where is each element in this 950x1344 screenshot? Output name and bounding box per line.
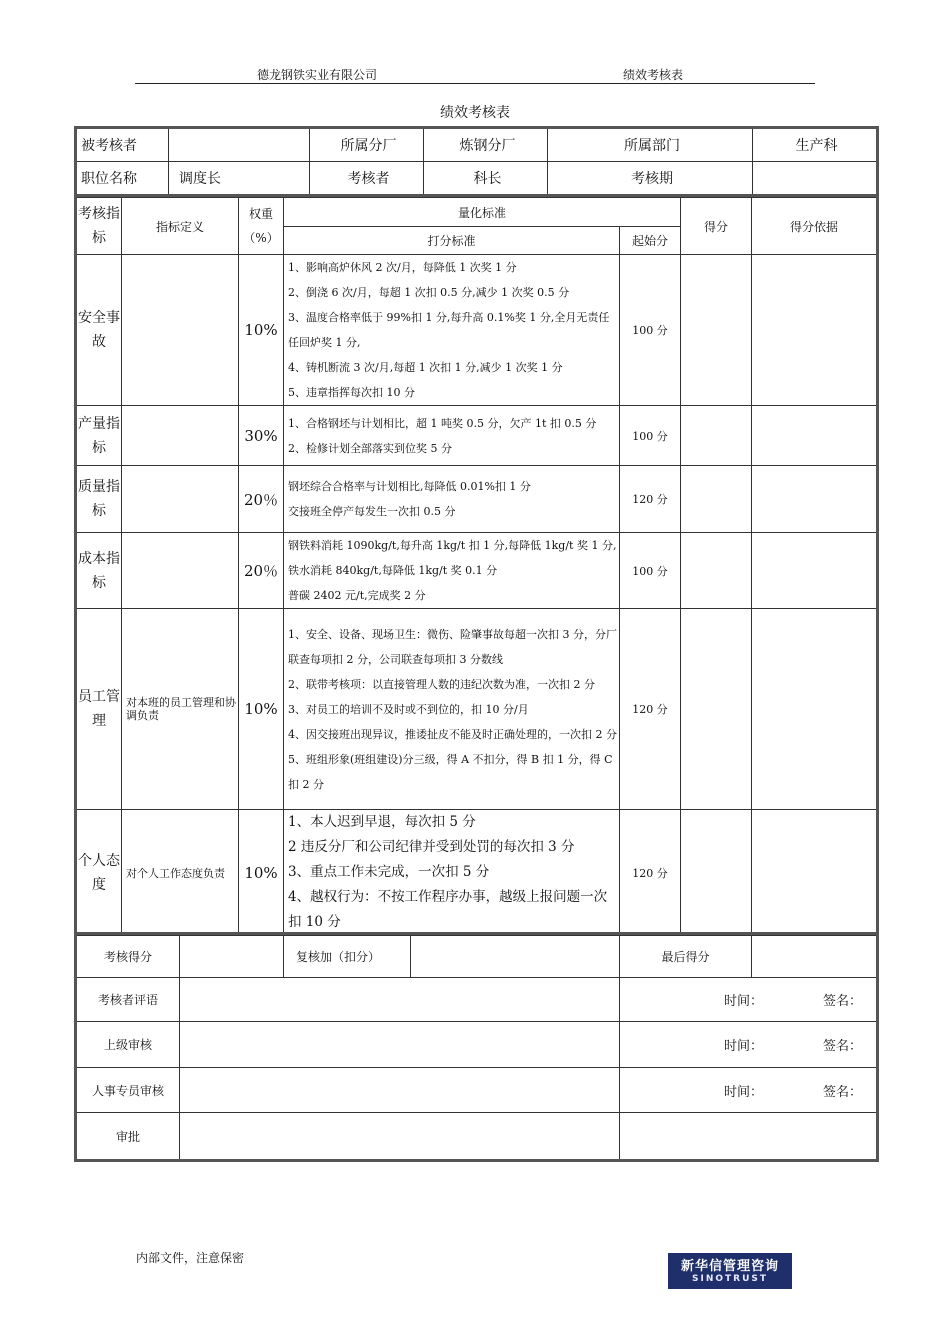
basis-cell[interactable]	[752, 255, 878, 406]
score-cell[interactable]	[681, 466, 752, 533]
indicator-weight: 30%	[239, 406, 284, 466]
table-row	[76, 810, 878, 936]
indicator-name: 质量指标	[76, 466, 122, 533]
branch-label: 所属分厂	[310, 128, 424, 162]
logo-cn: 新华信管理咨询	[680, 1259, 779, 1274]
branch-value[interactable]: 炼钢分厂	[424, 128, 548, 162]
criteria-line: 2 违反分厂和公司纪律并受到处罚的每次扣 3 分	[288, 839, 575, 855]
basis-cell[interactable]	[752, 466, 878, 533]
col-quant: 量化标准	[284, 198, 681, 227]
sign-label: 签名：	[822, 1039, 862, 1054]
indicator-definition	[122, 406, 239, 466]
base-score: 100 分	[620, 255, 681, 406]
criteria-line: 1、本人迟到早退，每次扣 5 分	[288, 814, 476, 830]
criteria-line: 交接班全停产每发生一次扣 0.5 分	[288, 505, 456, 518]
scoring-criteria	[284, 406, 620, 466]
final-label: 最后得分	[620, 934, 752, 978]
sign-label: 签名：	[822, 1084, 862, 1100]
col-basis: 得分依据	[752, 198, 878, 255]
criteria-line: 2、联带考核项：以直接管理人数的违纪次数为准，一次扣 2 分	[288, 677, 595, 691]
col-definition: 指标定义	[122, 198, 239, 255]
base-score: 120 分	[620, 810, 681, 936]
score-cell[interactable]	[681, 533, 752, 609]
logo-en: SINOTRUST	[691, 1274, 768, 1284]
kpi-table	[74, 197, 879, 936]
col-base: 起始分	[620, 227, 681, 255]
assessee-label: 被考核者	[76, 128, 169, 162]
criteria-line: 钢坯综合合格率与计划相比,每降低 0.01%扣 1 分	[288, 480, 531, 493]
criteria-line: 3、温度合格率低于 99%扣 1 分,每升高 0.1%奖 1 分,全月无责任任回炉奖 1 分,	[288, 311, 610, 349]
basis-cell[interactable]	[752, 406, 878, 466]
time-sign[interactable]	[620, 978, 878, 1022]
sign-label: 签名：	[822, 994, 862, 1009]
assessor-label: 考核者	[310, 162, 424, 196]
criteria-line: 4、因交接班出现异议，推诿扯皮不能及时正确处理的，一次扣 2 分	[288, 727, 617, 741]
approval-label: 考核者评语	[76, 978, 180, 1022]
indicator-definition	[122, 466, 239, 533]
criteria-line: 5、班组形象(班组建设)分三级，得 A 不扣分，得 B 扣 1 分，得 C 扣 2 分	[288, 752, 613, 791]
base-score: 120 分	[620, 466, 681, 533]
review-value[interactable]	[411, 934, 620, 978]
approval-table	[74, 932, 879, 1162]
table-row	[76, 466, 878, 533]
criteria-line: 1、安全、设备、现场卫生：微伤、险肇事故每超一次扣 3 分，分厂联查每项扣 2 分，公司联查每项扣 3 分数线	[288, 627, 617, 666]
period-value[interactable]	[753, 162, 878, 196]
score-cell[interactable]	[681, 406, 752, 466]
scoring-criteria	[284, 609, 620, 810]
indicator-name: 成本指标	[76, 533, 122, 609]
period-label: 考核期	[548, 162, 753, 196]
approval-label: 上级审核	[76, 1022, 180, 1068]
sinotrust-logo	[668, 1253, 792, 1289]
table-row	[76, 255, 878, 406]
criteria-line: 3、对员工的培训不及时或不到位的，扣 10 分/月	[288, 702, 529, 716]
indicator-definition	[122, 533, 239, 609]
col-indicator: 考核指标	[76, 198, 122, 255]
time-sign[interactable]	[620, 1113, 878, 1161]
score-label: 考核得分	[76, 934, 180, 978]
approval-label: 审批	[76, 1113, 180, 1161]
time-sign[interactable]	[620, 1022, 878, 1068]
scoring-criteria	[284, 810, 620, 936]
criteria-line: 普碳 2402 元/t,完成奖 2 分	[288, 589, 426, 602]
time-label: 时间：	[723, 1084, 763, 1100]
final-value[interactable]	[752, 934, 878, 978]
base-score: 100 分	[620, 533, 681, 609]
table-row	[76, 533, 878, 609]
criteria-line: 1、影响高炉休风 2 次/月，每降低 1 次奖 1 分	[288, 261, 517, 274]
header-rule	[135, 83, 815, 84]
criteria-line: 钢铁料消耗 1090kg/t,每升高 1kg/t 扣 1 分,每降低 1kg/t 奖 1 分,铁水消耗 840kg/t,每降低 1kg/t 奖 0.1 分	[288, 539, 617, 577]
position-label: 职位名称	[76, 162, 169, 196]
approval-content[interactable]	[180, 1113, 620, 1161]
scoring-criteria	[284, 466, 620, 533]
approval-content[interactable]	[180, 978, 620, 1022]
approval-content[interactable]	[180, 1068, 620, 1113]
position-value[interactable]: 调度长	[169, 162, 310, 196]
criteria-line: 4、铸机断流 3 次/月,每超 1 次扣 1 分,减少 1 次奖 1 分	[288, 361, 563, 374]
assessor-value[interactable]: 科长	[424, 162, 548, 196]
indicator-weight: 10%	[239, 810, 284, 936]
base-score: 120 分	[620, 609, 681, 810]
score-cell[interactable]	[681, 255, 752, 406]
assessee-value[interactable]	[169, 128, 310, 162]
indicator-weight: 20％	[239, 466, 284, 533]
basis-cell[interactable]	[752, 533, 878, 609]
criteria-line: 2、倒浇 6 次/月，每超 1 次扣 0.5 分,减少 1 次奖 0.5 分	[288, 286, 570, 299]
company-name: 德龙钢铁实业有限公司	[257, 68, 378, 82]
confidential-note: 内部文件，注意保密	[136, 1251, 245, 1265]
scoring-criteria	[284, 533, 620, 609]
score-cell[interactable]	[681, 609, 752, 810]
criteria-line: 2、检修计划全部落实到位奖 5 分	[288, 441, 452, 455]
table-row	[76, 406, 878, 466]
approval-label: 人事专员审核	[76, 1068, 180, 1113]
header-doc-title: 绩效考核表	[623, 68, 684, 82]
scoring-criteria	[284, 255, 620, 406]
criteria-line: 3、重点工作未完成，一次扣 5 分	[288, 864, 490, 880]
department-label: 所属部门	[548, 128, 753, 162]
info-table	[74, 126, 879, 197]
indicator-weight: 10%	[239, 255, 284, 406]
basis-cell[interactable]	[752, 609, 878, 810]
criteria-line: 4、越权行为：不按工作程序办事，越级上报问题一次扣 10 分	[288, 889, 608, 930]
indicator-name: 安全事故	[76, 255, 122, 406]
indicator-weight: 20％	[239, 533, 284, 609]
indicator-name: 个人态度	[76, 810, 122, 936]
time-label: 时间：	[723, 994, 763, 1009]
indicator-definition: 对本班的员工管理和协调负责	[122, 609, 239, 810]
department-value[interactable]: 生产科	[753, 128, 878, 162]
indicator-definition	[122, 255, 239, 406]
score-value[interactable]	[180, 934, 284, 978]
criteria-line: 5、违章指挥每次扣 10 分	[288, 386, 415, 399]
approval-content[interactable]	[180, 1022, 620, 1068]
indicator-weight: 10%	[239, 609, 284, 810]
col-weight: 权重（%）	[239, 198, 284, 255]
col-scoring: 打分标准	[284, 227, 620, 255]
criteria-line: 1、合格钢坯与计划相比，超 1 吨奖 0.5 分，欠产 1t 扣 0.5 分	[288, 416, 597, 430]
basis-cell[interactable]	[752, 810, 878, 936]
indicator-name: 员工管理	[76, 609, 122, 810]
page-title: 绩效考核表	[440, 105, 510, 121]
indicator-name: 产量指标	[76, 406, 122, 466]
table-row	[76, 609, 878, 810]
score-cell[interactable]	[681, 810, 752, 936]
col-score: 得分	[681, 198, 752, 255]
indicator-definition: 对个人工作态度负责	[122, 810, 239, 936]
time-label: 时间：	[723, 1039, 763, 1054]
time-sign[interactable]	[620, 1068, 878, 1113]
review-label: 复核加（扣分）	[284, 934, 411, 978]
base-score: 100 分	[620, 406, 681, 466]
